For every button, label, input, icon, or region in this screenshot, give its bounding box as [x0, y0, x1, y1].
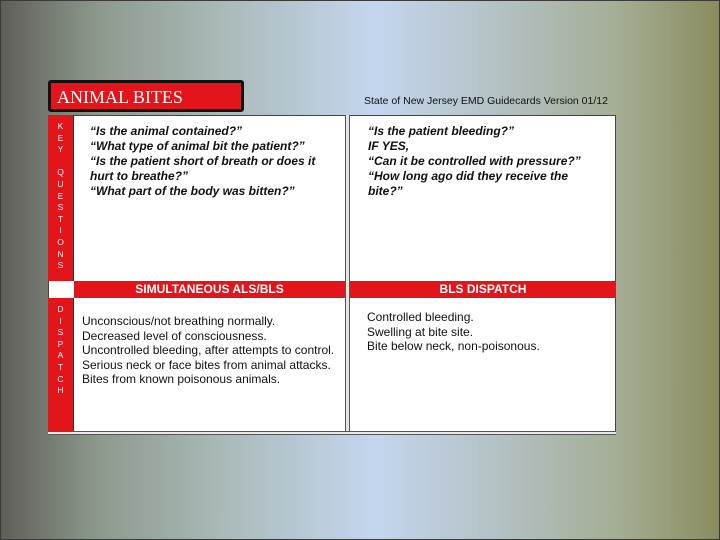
bls-dispatch-header: BLS DISPATCH [350, 281, 616, 298]
question-line: hurt to breathe?” [90, 169, 188, 183]
guidecard-version-note: State of New Jersey EMD Guidecards Version 01/12 [364, 95, 608, 107]
side-letter: A [57, 350, 64, 361]
key-questions-right [368, 124, 581, 199]
dispatch-side-label [48, 298, 74, 435]
criteria-item: Serious neck or face bites from animal attacks. [82, 357, 331, 372]
side-letter: E [57, 132, 64, 143]
question-line: “Is the patient bleeding?” [368, 124, 515, 138]
als-criteria-list [82, 314, 334, 387]
key-questions-side-label [48, 115, 74, 281]
key-questions-left [90, 124, 315, 199]
side-letter: Y [57, 144, 64, 155]
bls-criteria-list [367, 310, 540, 354]
side-letter: U [57, 178, 64, 189]
side-letter: S [57, 202, 64, 213]
card-title: ANIMAL BITES [48, 80, 244, 112]
side-letter: C [57, 373, 64, 384]
als-bls-header: SIMULTANEOUS ALS/BLS [74, 281, 345, 298]
criteria-item: Controlled bleeding. [367, 310, 474, 324]
question-line: “Can it be controlled with pressure?” [368, 154, 581, 168]
criteria-item: Decreased level of consciousness. [82, 328, 267, 343]
question-line: “How long ago did they receive the [368, 169, 569, 183]
question-line: “What part of the body was bitten?” [90, 184, 295, 198]
question-line: IF YES, [368, 139, 410, 153]
side-letter: H [57, 385, 64, 396]
criteria-item: Bite below neck, non-poisonous. [367, 339, 540, 353]
side-letter-gap [48, 156, 73, 168]
question-line: bite?” [368, 184, 403, 198]
side-letter: N [57, 248, 64, 259]
side-letter: T [57, 213, 64, 224]
side-letter: Q [57, 167, 64, 178]
criteria-item: Swelling at bite site. [367, 324, 474, 339]
side-letter: S [57, 327, 64, 338]
question-line: “Is the animal contained?” [90, 124, 243, 138]
column-divider [345, 115, 350, 435]
question-line: “What type of animal bit the patient?” [90, 139, 305, 153]
side-letter: K [57, 121, 64, 131]
side-letter: E [57, 190, 64, 201]
side-letter: O [57, 236, 64, 247]
criteria-item: Bites from known poisonous animals. [82, 372, 281, 386]
side-letter: I [59, 315, 62, 326]
card-bottom-rule [48, 431, 616, 435]
side-letter: P [57, 338, 64, 349]
side-letter: I [59, 225, 62, 236]
question-line: “Is the patient short of breath or does it [90, 154, 316, 168]
side-letter: S [57, 260, 64, 271]
side-letter: T [57, 361, 64, 372]
criteria-item: Uncontrolled bleeding, after attempts to control. [82, 343, 335, 357]
side-letter: D [57, 304, 64, 314]
criteria-item: Unconscious/not breathing normally. [82, 314, 276, 328]
